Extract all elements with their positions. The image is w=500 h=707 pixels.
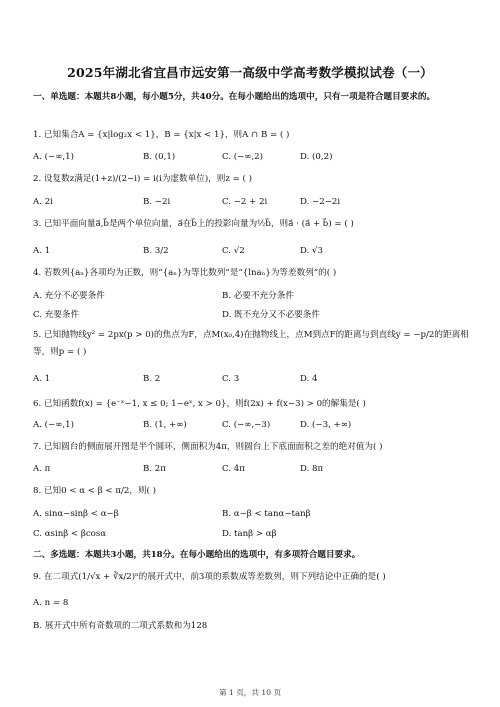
question-2-stem: 2. 设复数z满足(1+z)/(2−i) = i(i为虚数单位)，则z = ( ): [33, 174, 252, 184]
question-1-option-a: A. (−∞,1): [33, 152, 74, 162]
question-5-option-c: C. 3: [222, 374, 240, 384]
question-2-option-b: B. −2i: [143, 197, 171, 207]
page-title: 2025年湖北省宜昌市远安第一高级中学高考数学模拟试卷（一）: [67, 65, 433, 80]
question-8-option-d: D. tanβ > αβ: [222, 529, 277, 539]
question-8-stem: 8. 已知0 < α < β < π/2，则( ): [33, 486, 156, 496]
question-1-option-c: C. (−∞,2): [222, 152, 263, 162]
question-7-stem: 7. 已知圆台的侧面展开图是半个圆环，侧面积为4π，则圆台上下底面面积之差的绝对值为( ): [33, 442, 383, 452]
question-3-option-b: B. 3/2: [143, 246, 169, 256]
question-4-option-a: A. 充分不必要条件: [33, 291, 105, 301]
question-3-option-d: D. √3: [300, 246, 323, 256]
question-2-option-a: A. 2i: [33, 197, 53, 207]
question-9-stem: 9. 在二项式(1/√x + ∛x/2)ⁿ的展开式中，前3项的系数成等差数列，则下列结论中正确的是( ): [33, 572, 386, 582]
question-4-stem: 4. 若数列{aₙ}各项均为正数，则“{aₙ}为等比数列”是“{lnaₙ}为等差数列”的( ): [33, 268, 337, 278]
question-3-option-a: A. 1: [33, 246, 51, 256]
question-8-option-b: B. α−β < tanα−tanβ: [222, 509, 311, 519]
question-3-option-c: C. √2: [222, 246, 245, 256]
question-5-stem: 5. 已知抛物线y² = 2px(p > 0)的焦点为F，点M(x₀,4)在抛物线上，点M到点F的距离与到直线y = −p/2的距离相等，则p = ( ): [33, 330, 469, 357]
question-8-option-a: A. sinα−sinβ < α−β: [33, 509, 119, 519]
question-6-option-a: A. (−∞,1): [33, 420, 74, 430]
section-heading-multiple-choice: 二、多选题：本题共3小题，共18分。在每小题给出的选项中，有多项符合题目要求。: [33, 550, 361, 560]
question-3-stem: 3. 已知平面向量a⃗,b⃗是两个单位向量，a⃗在b⃗上的投影向量为½b⃗，则a⃗ · (a⃗ + b⃗) = ( ): [33, 219, 354, 229]
question-8-option-c: C. αsinβ < βcosα: [33, 529, 107, 539]
question-5-option-a: A. 1: [33, 374, 51, 384]
question-4-option-b: B. 必要不充分条件: [222, 291, 294, 301]
question-4-option-d: D. 既不充分又不必要条件: [222, 310, 320, 320]
section-heading-single-choice: 一、单选题：本题共8小题，每小题5分，共40分。在每小题给出的选项中，只有一项是符合题目要求的。: [33, 92, 436, 102]
question-6-option-b: B. (1, +∞): [143, 420, 187, 430]
question-1-option-d: D. (0,2): [300, 152, 333, 162]
page-footer: 第 1 页，共 10 页: [218, 688, 282, 697]
question-5-option-b: B. 2: [143, 374, 161, 384]
question-5-option-d: D. 4: [300, 374, 318, 384]
question-7-option-a: A. π: [33, 464, 51, 474]
question-1-option-b: B. (0,1): [143, 152, 176, 162]
question-2-option-d: D. −2−2i: [300, 197, 341, 207]
question-7-option-c: C. 4π: [222, 464, 245, 474]
question-7-option-b: B. 2π: [143, 464, 166, 474]
question-1-stem: 1. 已知集合A = {x|log₂x < 1}，B = {x|x < 1}，则A ∩ B = ( ): [33, 130, 290, 140]
question-2-option-c: C. −2 + 2i: [222, 197, 268, 207]
question-6-stem: 6. 已知函数f(x) = {e⁻ˣ−1, x ≤ 0; 1−eˣ, x > 0}，则f(2x) + f(x−3) > 0的解集是( ): [33, 399, 366, 409]
question-9-option-a: A. n = 8: [33, 598, 69, 608]
question-7-option-d: D. 8π: [300, 464, 324, 474]
question-9-option-b: B. 展开式中所有奇数项的二项式系数和为128: [33, 621, 208, 631]
question-6-option-c: C. (−∞,−3): [222, 420, 271, 430]
question-6-option-d: D. (−3, +∞): [300, 420, 352, 430]
question-4-option-c: C. 充要条件: [33, 310, 80, 320]
